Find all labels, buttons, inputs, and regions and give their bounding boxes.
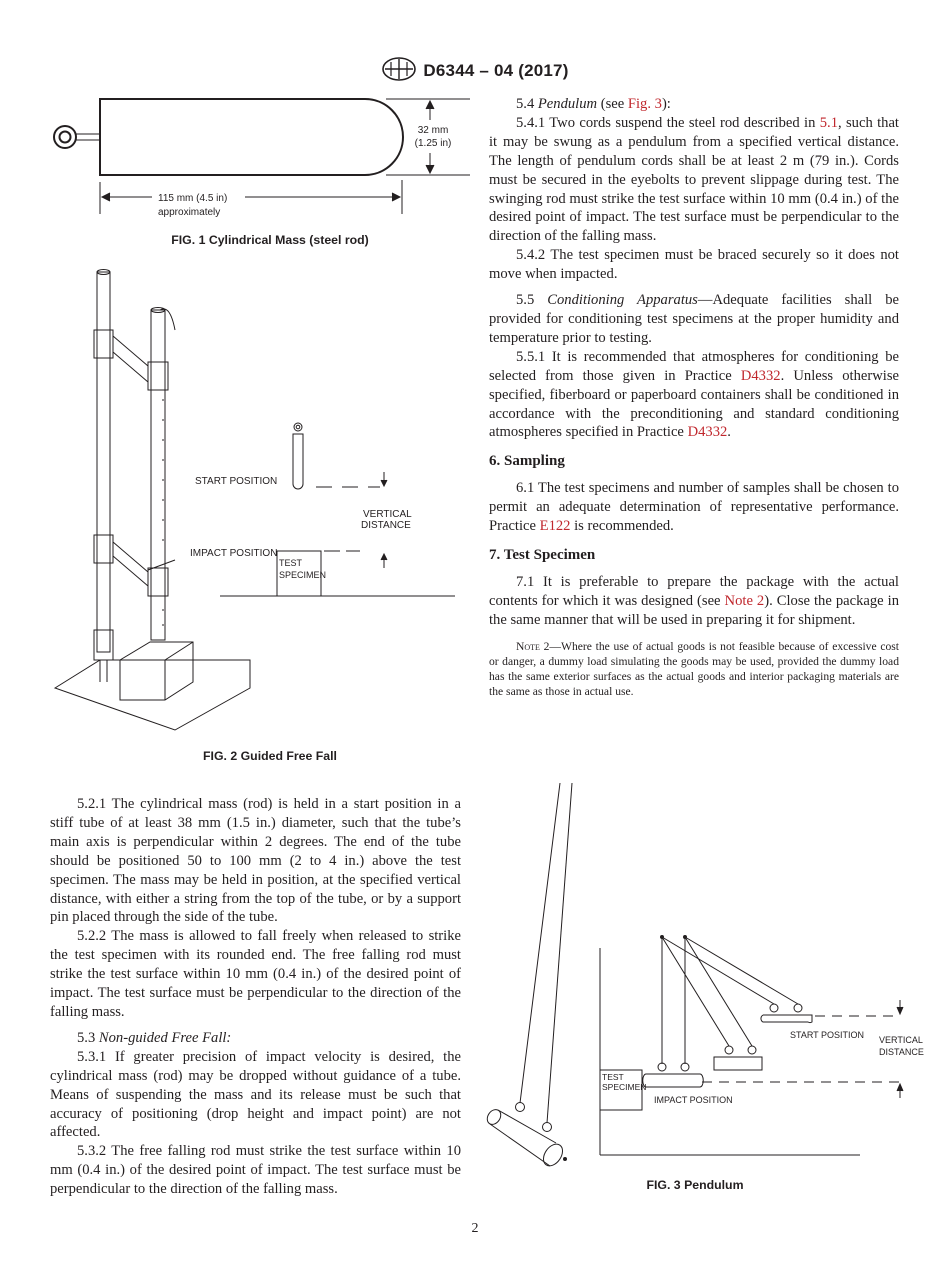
fig2-caption: FIG. 2 Guided Free Fall (203, 749, 337, 763)
note-2-link[interactable]: Note 2 (724, 592, 765, 609)
para-5-5: 5.5 Conditioning Apparatus—Adequate facilities shall be provided for conditioning test specimens at the proper humidity and temperature prior to testing. (489, 292, 899, 346)
para-5-2-1: 5.2.1 The cylindrical mass (rod) is held in a start position in a stiff tube of at least 38 mm (1.5 in.) diameter, such that the tube’s main axis is perpendicular within 2 degrees. The end of the tube should be positioned 50 to 100 mm (2 to 4 in.) above the test specimen. The mass may be held in position, at the specified vertical distance, with either a string from the top of the tube, or by a support pin placed through the side of the tube. (50, 796, 461, 926)
fig3-vertical-label: VERTICAL (879, 1035, 923, 1045)
section-5-1-link[interactable]: 5.1 (819, 114, 838, 131)
para-5-4-1: 5.4.1 Two cords suspend the steel rod described in 5.1, such that it may be swung as a pendulum from a specified vertical distance. The length of pendulum cords shall be at least 2 m (79 in.). Cords must be secured in the eyebolts to prevent slippage during test. The swinging rod must strike the test surface within 10 mm (0.4 in.) of the desired point of impact. The test surface must be perpendicular to the direction of the falling mass. (489, 114, 899, 245)
fig2-specimen-label: SPECIMEN (279, 570, 327, 580)
para-5-2-2: 5.2.2 The mass is allowed to fall freely when released to strike the test specimen with its rounded end. The free falling rod must strike the test surface within 10 mm (0.4 in.) of the desired point of impact. The test surface must be perpendicular to the direction of the falling mass. (50, 928, 461, 1020)
para-5-4: 5.4 Pendulum (see Fig. 3): (516, 96, 671, 112)
section-6-heading: 6. Sampling (489, 453, 565, 470)
fig2-impact-position-label: IMPACT POSITION (190, 548, 278, 559)
para-5-5-1: 5.5.1 It is recommended that atmospheres for conditioning be selected from those given in Practice D4332. Unless otherwise specified, fiberboard or paperboard containers shall be conditioned in accordance with the preconditioning and standard conditioning atmospheres specified in Practice D4332. (489, 348, 899, 441)
fig1-length-label: 115 mm (4.5 in) (158, 193, 228, 204)
section-7-heading: 7. Test Specimen (489, 546, 596, 563)
fig3-start-position-label: START POSITION (790, 1030, 865, 1040)
note-2: Note 2—Where the use of actual goods is not feasible because of excessive cost or danger, a dummy load simulating the goods may be used, provided the dummy load has the same exterior surfaces as the actual goods and interior packaging materials are the same as those in actual use. (489, 639, 899, 698)
fig1-height-in-label: (1.25 in) (414, 138, 452, 149)
fig1-length-note: approximately (158, 207, 221, 218)
fig3-specimen-label: SPECIMEN (602, 1082, 647, 1092)
para-5-4-2: 5.4.2 The test specimen must be braced securely so it does not move when impacted. (489, 247, 899, 283)
fig3-caption: FIG. 3 Pendulum (646, 1178, 744, 1192)
fig2-ruler-ticks (162, 400, 164, 625)
para-7-1: 7.1 It is preferable to prepare the package with the actual contents for which it was designed (see Note 2). Close the package in the same manner that will be used in preparing it for shipment. (489, 573, 899, 628)
fig2-distance-label: DISTANCE (361, 520, 411, 531)
page-header (0, 57, 950, 81)
page-number: 2 (471, 1221, 479, 1236)
fig1-height-mm-label: 32 mm (417, 125, 449, 136)
fig1-caption: FIG. 1 Cylindrical Mass (steel rod) (171, 233, 369, 247)
para-5-3-1: 5.3.1 If greater precision of impact velocity is desired, the cylindrical mass (rod) may be dropped without guidance of a tube. Means of suspending the mass and its release must be such that accuracy of positioning (drop height and impact point) are not affected. (50, 1048, 461, 1141)
fig3-test-label: TEST (602, 1072, 624, 1082)
fig3-impact-position-label: IMPACT POSITION (654, 1095, 733, 1105)
e122-link[interactable]: E122 (539, 518, 571, 535)
document-designation: D6344 – 04 (2017) (423, 61, 569, 80)
fig2-test-label: TEST (279, 558, 303, 568)
fig3-link[interactable]: Fig. 3 (627, 96, 662, 112)
fig2-start-position-label: START POSITION (195, 476, 278, 487)
d4332-link-2[interactable]: D4332 (687, 424, 728, 441)
para-5-3: 5.3 Non-guided Free Fall: (77, 1029, 232, 1046)
astm-logo-icon (381, 57, 417, 81)
fig3-distance-label: DISTANCE (879, 1047, 924, 1057)
d4332-link-1[interactable]: D4332 (740, 367, 781, 384)
left-column (50, 795, 461, 1199)
right-column (489, 95, 899, 699)
para-6-1: 6.1 The test specimens and number of samples shall be chosen to permit an adequate determination of representative performance. Practice E122 is recommended. (489, 480, 899, 535)
fig2-vertical-label: VERTICAL (363, 509, 412, 520)
para-5-3-2: 5.3.2 The free falling rod must strike the test surface within 10 mm (0.4 in.) of the desired point of impact. The test surface must be perpendicular to the direction of the falling mass. (50, 1143, 461, 1198)
